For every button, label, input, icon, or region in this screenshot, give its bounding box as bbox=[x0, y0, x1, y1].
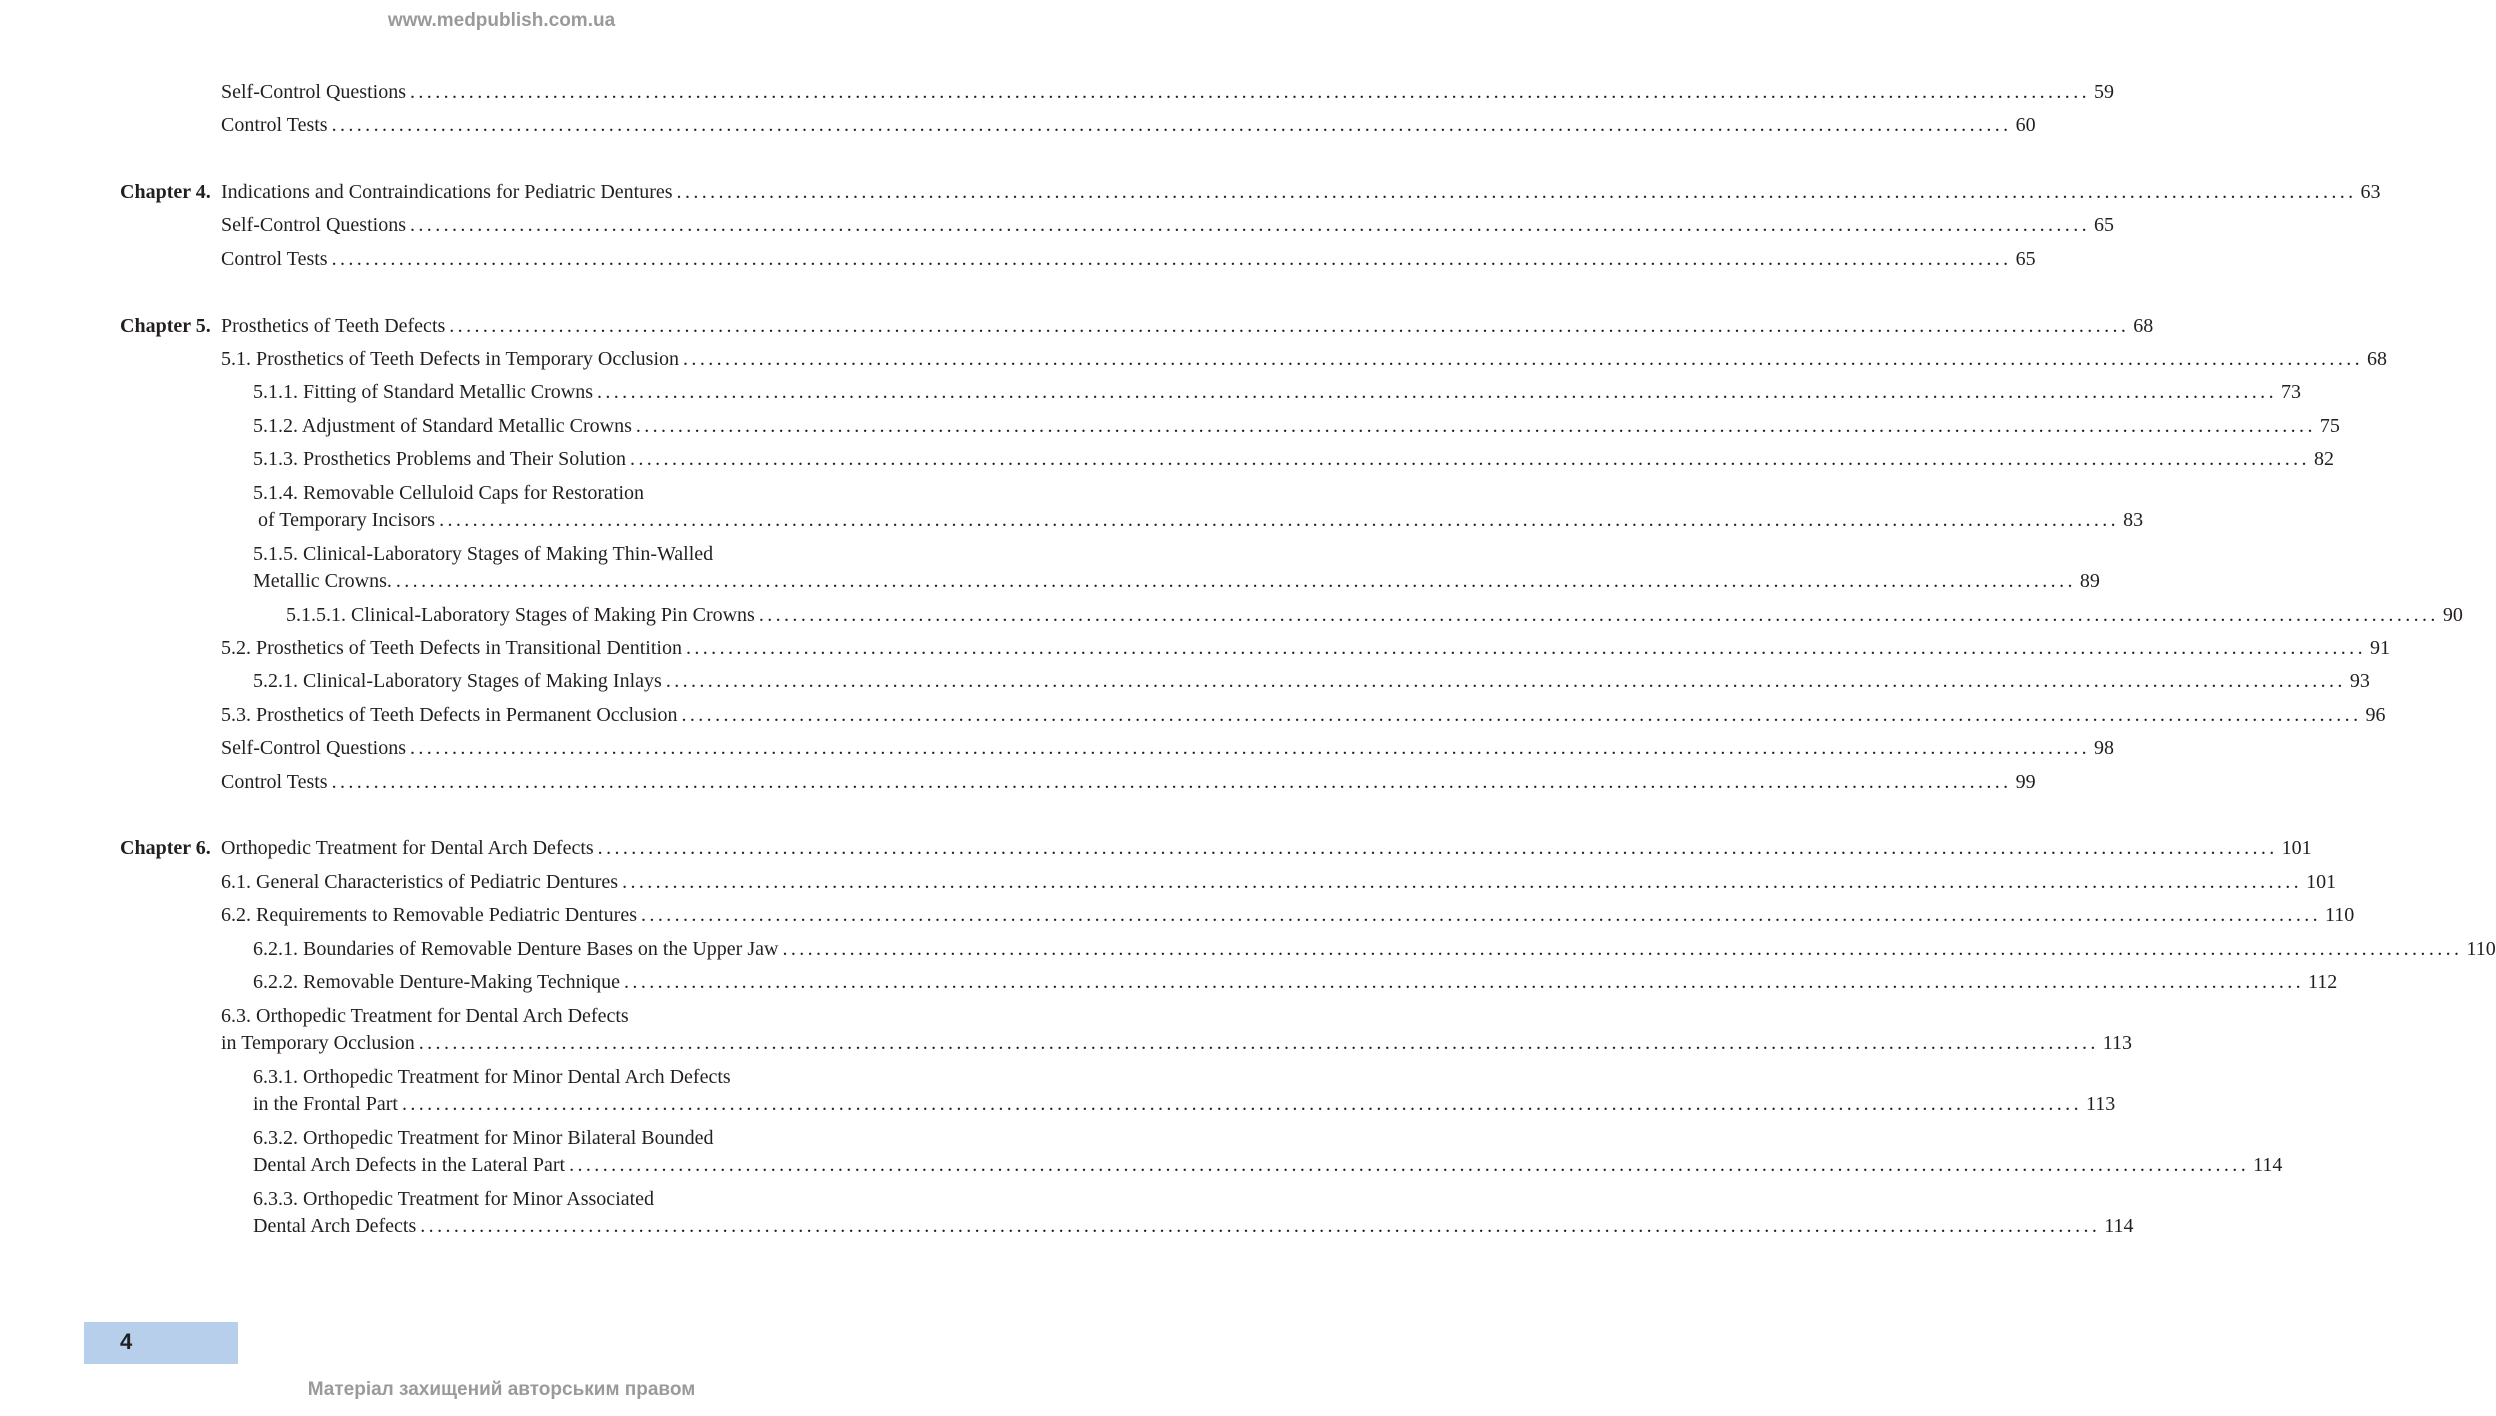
dot-leader: ........................................................................................................................................................................................................ bbox=[331, 114, 2012, 136]
toc-entry-title-first-line: 5.1.4. Removable Celluloid Caps for Restoration bbox=[253, 482, 645, 504]
dot-leader: ........................................................................................................................................................................................................ bbox=[685, 637, 2366, 659]
toc-page-number: 114 bbox=[2253, 1154, 2283, 1176]
toc-page-number: 91 bbox=[2369, 637, 2390, 659]
toc-entry-title: Dental Arch Defects in the Lateral Part bbox=[253, 1154, 566, 1176]
dot-leader: ........................................................................................................................................................................................................ bbox=[596, 381, 2277, 403]
toc-page-number: 98 bbox=[2094, 737, 2114, 759]
toc-entry-title: 5.1.5.1. Clinical-Laboratory Stages of Making Pin Crowns bbox=[286, 604, 755, 626]
toc-page-number: 113 bbox=[2102, 1032, 2133, 1054]
dot-leader: ........................................................................................................................................................................................................ bbox=[331, 771, 2012, 793]
toc-entry-title: in Temporary Occlusion bbox=[221, 1032, 415, 1054]
dot-leader: ........................................................................................................................................................................................................ bbox=[410, 737, 2090, 759]
toc-page-number: 65 bbox=[2015, 248, 2036, 270]
toc-page-number: 90 bbox=[2442, 604, 2463, 626]
dot-leader: ........................................................................................................................................................................................................ bbox=[629, 448, 2310, 470]
toc-page-number: 96 bbox=[2365, 704, 2386, 726]
dot-leader: ........................................................................................................................................................................................................ bbox=[410, 214, 2090, 236]
dot-leader: ........................................................................................................................................................................................................ bbox=[395, 570, 2076, 592]
toc-entry-title: 5.3. Prosthetics of Teeth Defects in Permanent Occlusion bbox=[221, 704, 678, 726]
toc-page-number: 68 bbox=[2367, 348, 2388, 370]
toc-entry-title: Indications and Contraindications for Pediatric Dentures bbox=[221, 181, 673, 203]
dot-leader: ........................................................................................................................................................................................................ bbox=[569, 1154, 2250, 1176]
dot-leader: ........................................................................................................................................................................................................ bbox=[410, 81, 2090, 103]
toc-page-number: 59 bbox=[2094, 81, 2114, 103]
toc-page-number: 101 bbox=[2306, 871, 2337, 893]
toc-page-number: 63 bbox=[2360, 181, 2381, 203]
page-number-tab bbox=[84, 1322, 238, 1364]
toc-page-number: 110 bbox=[2466, 938, 2496, 960]
toc-entry-title: 6.1. General Characteristics of Pediatric Dentures bbox=[221, 871, 619, 893]
toc-page-number: 60 bbox=[2015, 114, 2036, 136]
toc-entry-title: Orthopedic Treatment for Dental Arch Defects bbox=[221, 837, 594, 859]
toc-entry-title-first-line: 6.3.3. Orthopedic Treatment for Minor Associated bbox=[253, 1188, 655, 1210]
toc-page-number: 68 bbox=[2133, 315, 2154, 337]
dot-leader: ........................................................................................................................................................................................................ bbox=[439, 509, 2120, 531]
dot-leader: ........................................................................................................................................................................................................ bbox=[401, 1093, 2082, 1115]
page-number: 4 bbox=[120, 1329, 133, 1354]
toc-entry-title: Self-Control Questions bbox=[221, 737, 406, 759]
dot-leader: ........................................................................................................................................................................................................ bbox=[449, 315, 2130, 337]
toc-page-number: 114 bbox=[2104, 1215, 2134, 1237]
toc-page-number: 89 bbox=[2079, 570, 2100, 592]
toc-entry-title: 6.2.1. Boundaries of Removable Denture Bases on the Upper Jaw bbox=[253, 938, 779, 960]
toc-entry-title: 6.2. Requirements to Removable Pediatric Dentures bbox=[221, 904, 638, 926]
chapter-label: Chapter 5. bbox=[120, 315, 211, 337]
toc-entry-title: Metallic Crowns. bbox=[253, 570, 392, 592]
toc-page-number: 75 bbox=[2319, 415, 2340, 437]
toc-entry-title-first-line: 6.3.2. Orthopedic Treatment for Minor Bilateral Bounded bbox=[253, 1127, 714, 1149]
toc-page-number: 99 bbox=[2015, 771, 2036, 793]
dot-leader: ........................................................................................................................................................................................................ bbox=[665, 670, 2346, 692]
toc-page-number: 82 bbox=[2313, 448, 2334, 470]
toc-entry-title: 6.2.2. Removable Denture-Making Technique bbox=[253, 971, 621, 993]
toc-entry-title: Control Tests bbox=[221, 248, 328, 270]
toc-entry-title-first-line: 5.1.5. Clinical-Laboratory Stages of Making Thin-Walled bbox=[253, 543, 714, 565]
toc-entry-title: 5.1.1. Fitting of Standard Metallic Crowns bbox=[253, 381, 593, 403]
site-url-header: www.medpublish.com.ua bbox=[387, 10, 616, 31]
toc-entry-title: Self-Control Questions bbox=[221, 81, 406, 103]
toc-entry-title: Control Tests bbox=[221, 771, 328, 793]
dot-leader: ........................................................................................................................................................................................................ bbox=[782, 938, 2463, 960]
dot-leader: ........................................................................................................................................................................................................ bbox=[683, 348, 2364, 370]
toc-page-number: 83 bbox=[2123, 509, 2144, 531]
toc-entry-title: Dental Arch Defects bbox=[253, 1215, 417, 1237]
toc-entry-title: 5.1.3. Prosthetics Problems and Their Solution bbox=[253, 448, 626, 470]
toc-page-number: 73 bbox=[2280, 381, 2301, 403]
toc-page-number: 110 bbox=[2325, 904, 2355, 926]
dot-leader: ........................................................................................................................................................................................................ bbox=[624, 971, 2305, 993]
toc-page-number: 65 bbox=[2094, 214, 2114, 236]
toc-entry-title: Control Tests bbox=[221, 114, 328, 136]
dot-leader: ........................................................................................................................................................................................................ bbox=[635, 415, 2316, 437]
dot-leader: ........................................................................................................................................................................................................ bbox=[622, 871, 2303, 893]
toc-page-number: 93 bbox=[2349, 670, 2370, 692]
dot-leader: ........................................................................................................................................................................................................ bbox=[641, 904, 2322, 926]
toc-entry-title: Prosthetics of Teeth Defects bbox=[221, 315, 446, 337]
dot-leader: ........................................................................................................................................................................................................ bbox=[758, 604, 2439, 626]
dot-leader: ........................................................................................................................................................................................................ bbox=[331, 248, 2012, 270]
toc-entry-title: of Temporary Incisors bbox=[258, 509, 436, 531]
toc-entry-title: 5.2. Prosthetics of Teeth Defects in Transitional Dentition bbox=[221, 637, 682, 659]
toc-entry-title: 5.1.2. Adjustment of Standard Metallic Crowns bbox=[253, 415, 632, 437]
toc-entry-title-first-line: 6.3. Orthopedic Treatment for Dental Arch Defects bbox=[221, 1005, 629, 1027]
dot-leader: ........................................................................................................................................................................................................ bbox=[420, 1215, 2101, 1237]
toc-entry-title: Self-Control Questions bbox=[221, 214, 406, 236]
dot-leader: ........................................................................................................................................................................................................ bbox=[676, 181, 2357, 203]
chapter-label: Chapter 4. bbox=[120, 181, 211, 203]
toc-page-number: 113 bbox=[2085, 1093, 2116, 1115]
toc-entry-title: 5.1. Prosthetics of Teeth Defects in Temporary Occlusion bbox=[221, 348, 680, 370]
chapter-label: Chapter 6. bbox=[120, 837, 211, 859]
copyright-footer: Матеріал захищений авторським правом bbox=[307, 1379, 696, 1400]
toc-entry-title: in the Frontal Part bbox=[253, 1093, 398, 1115]
dot-leader: ........................................................................................................................................................................................................ bbox=[418, 1032, 2099, 1054]
toc-entry-title: 5.2.1. Clinical-Laboratory Stages of Making Inlays bbox=[253, 670, 662, 692]
toc-page-number: 101 bbox=[2281, 837, 2312, 859]
toc-entry-title-first-line: 6.3.1. Orthopedic Treatment for Minor Dental Arch Defects bbox=[253, 1066, 731, 1088]
dot-leader: ........................................................................................................................................................................................................ bbox=[597, 837, 2278, 859]
toc-page-number: 112 bbox=[2308, 971, 2338, 993]
dot-leader: ........................................................................................................................................................................................................ bbox=[681, 704, 2362, 726]
